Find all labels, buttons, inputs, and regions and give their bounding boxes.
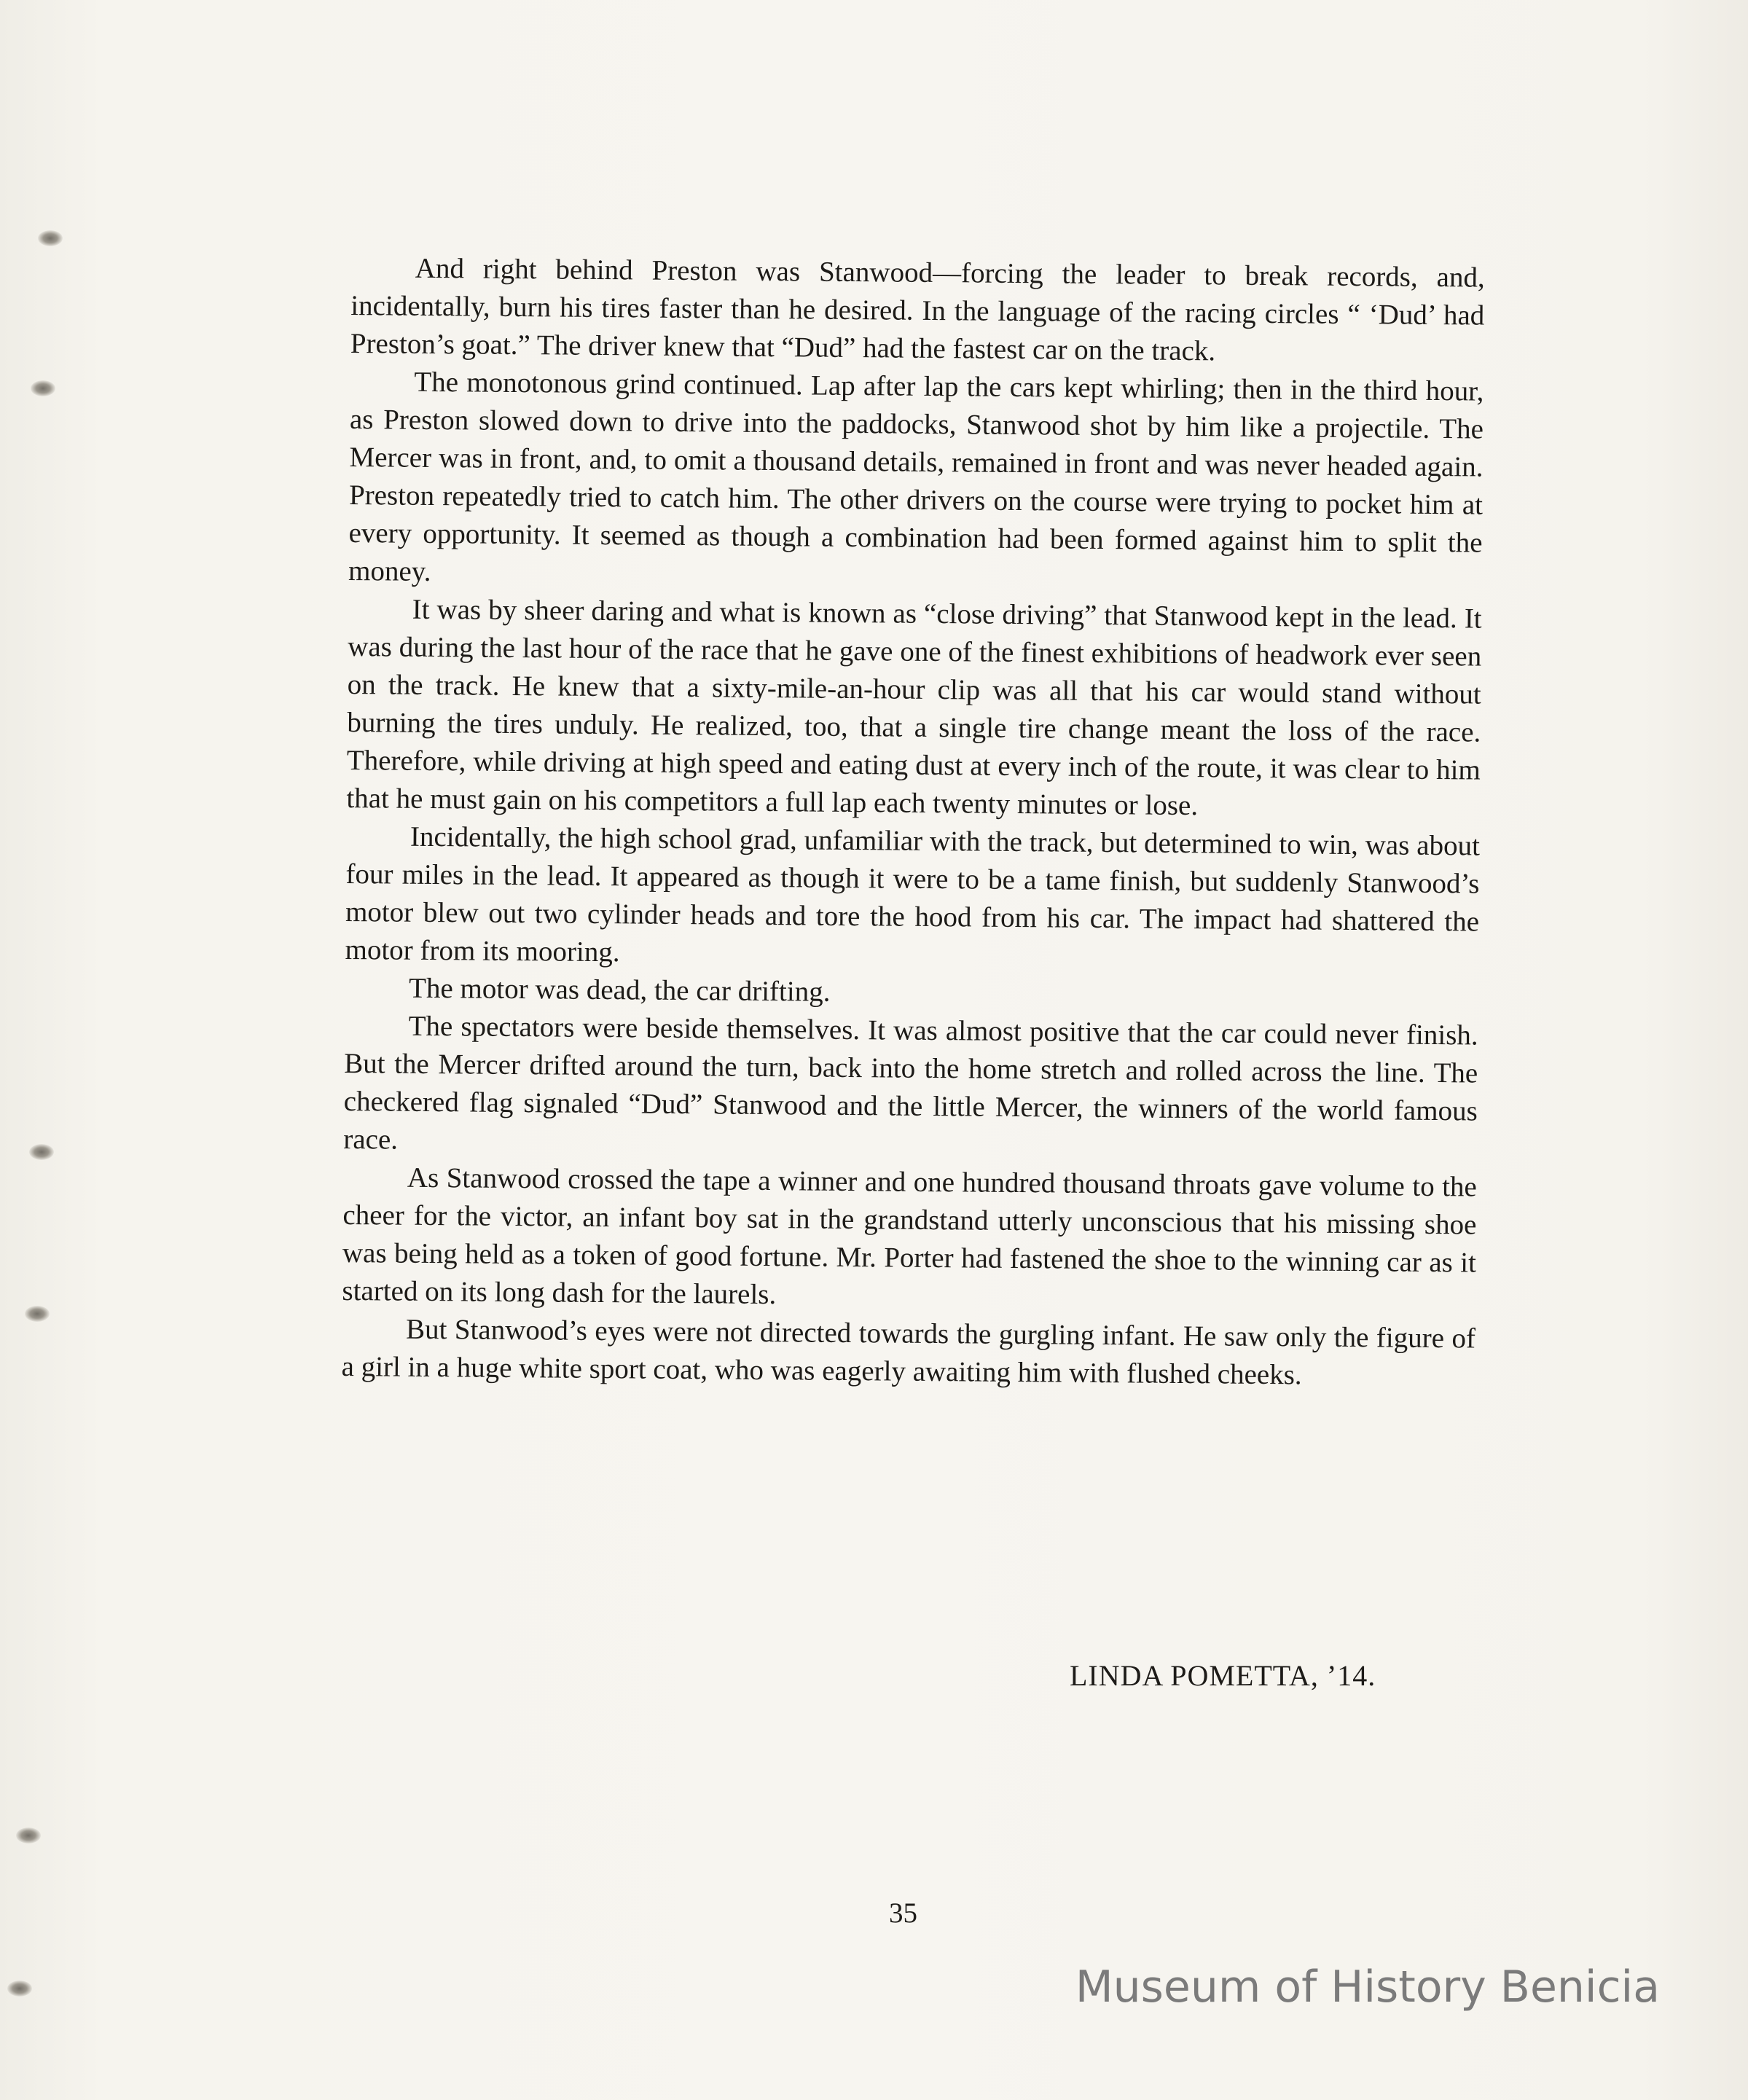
story-text — [341, 249, 1485, 1396]
page-number: 35 — [889, 1897, 917, 1929]
binding-hole-mark — [25, 1306, 50, 1322]
paragraph: The spectators were beside themselves. It was almost positive that the car could never finish. But the Mercer drifted around the turn, back into the home stretch and rolled across the line. The checkered flag signaled “Dud” Stanwood and the little Mercer, the winners of the world famous race. — [343, 1010, 1478, 1156]
binding-hole-mark — [29, 1144, 54, 1160]
paragraph: As Stanwood crossed the tape a winner and one hundred thousand throats gave volume to the cheer for the victor, an infant boy sat in the grandstand utterly unconscious that his missing shoe was being held as a token of good fortune. Mr. Porter had fastened the shoe to the winning car as it started on its long dash for the laurels. — [342, 1161, 1478, 1311]
binding-hole-mark — [16, 1827, 41, 1844]
paragraph: Incidentally, the high school grad, unfamiliar with the track, but determined to win, was about four miles in the lead. It appeared as though it were to be a tame finish, but suddenly Stanwood’s motor blew out two cylinder heads and tore the hood from his car. The impact had shattered the motor from its mooring. — [345, 820, 1481, 968]
binding-hole-mark — [38, 230, 63, 246]
paragraph: The motor was dead, the car drifting. — [408, 972, 831, 1008]
paragraph: But Stanwood’s eyes were not directed towards the gurgling infant. He saw only the figure of a girl in a huge white sport coat, who was eagerly awaiting him with flushed cheeks. — [341, 1313, 1476, 1391]
binding-hole-mark — [31, 380, 55, 396]
paragraph: It was by sheer daring and what is known as “close driving” that Stanwood kept in the lead. It was during the last hour of the race that he gave one of the finest exhibitions of headwork ever seen on the track. He knew that a sixty-mile-an-hour clip was all that his car would stand without burning the tires unduly. He realized, too, that a single tire change meant the loss of the race. Therefore, while driving at high speed and eating dust at every inch of the route, it was clear to him that he must gain on his competitors a full lap each twenty minutes or lose. — [346, 593, 1482, 822]
paragraph: The monotonous grind continued. Lap after lap the cars kept whirling; then in the third hour, as Preston slowed down to drive into the paddocks, Stanwood shot by him like a projectile. The Mercer was in front, and, to omit a thousand details, remained in front and was never headed again. Preston repeatedly tried to catch him. The other drivers on the course were trying to pocket him at every opportunity. It seemed as though a combination had been formed against him to split the money. — [348, 366, 1484, 587]
binding-hole-mark — [7, 1980, 32, 1997]
author-signature: LINDA POMETTA, ’14. — [1070, 1659, 1376, 1692]
watermark: Museum of History Benicia — [1075, 1962, 1660, 2013]
paragraph: And right behind Preston was Stanwood—forcing the leader to break records, and, incidentally, burn his tires faster than he desired. In the language of the racing circles “ ‘Dud’ had Preston’s goat.” The driver knew that “Dud” had the fastest car on the track. — [350, 252, 1485, 367]
